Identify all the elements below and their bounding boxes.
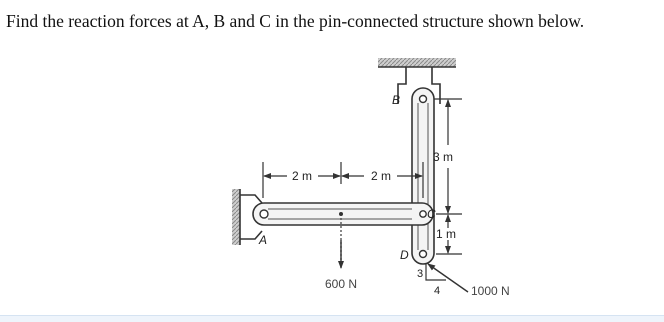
dim-upper-height-label: 3 m bbox=[432, 150, 454, 164]
dim-left-span-label: 2 m bbox=[291, 169, 313, 183]
label-a: A bbox=[259, 233, 268, 247]
dimension-horizontal bbox=[263, 162, 423, 198]
load-1000n-label: 1000 N bbox=[471, 284, 510, 298]
label-b: B bbox=[392, 93, 401, 107]
label-c: C bbox=[427, 207, 436, 221]
slope-run-label: 4 bbox=[433, 285, 441, 297]
slope-rise-label: 3 bbox=[416, 268, 424, 280]
dim-lower-height-label: 1 m bbox=[435, 227, 457, 241]
load-1000n-arrow bbox=[426, 264, 468, 292]
problem-statement: Find the reaction forces at A, B and C in the pin-connected structure shown below. bbox=[6, 11, 585, 31]
dim-right-span-label: 2 m bbox=[370, 169, 392, 183]
label-d: D bbox=[400, 248, 409, 262]
horizontal-member-ac bbox=[253, 203, 433, 225]
load-600n-label: 600 N bbox=[324, 277, 358, 291]
